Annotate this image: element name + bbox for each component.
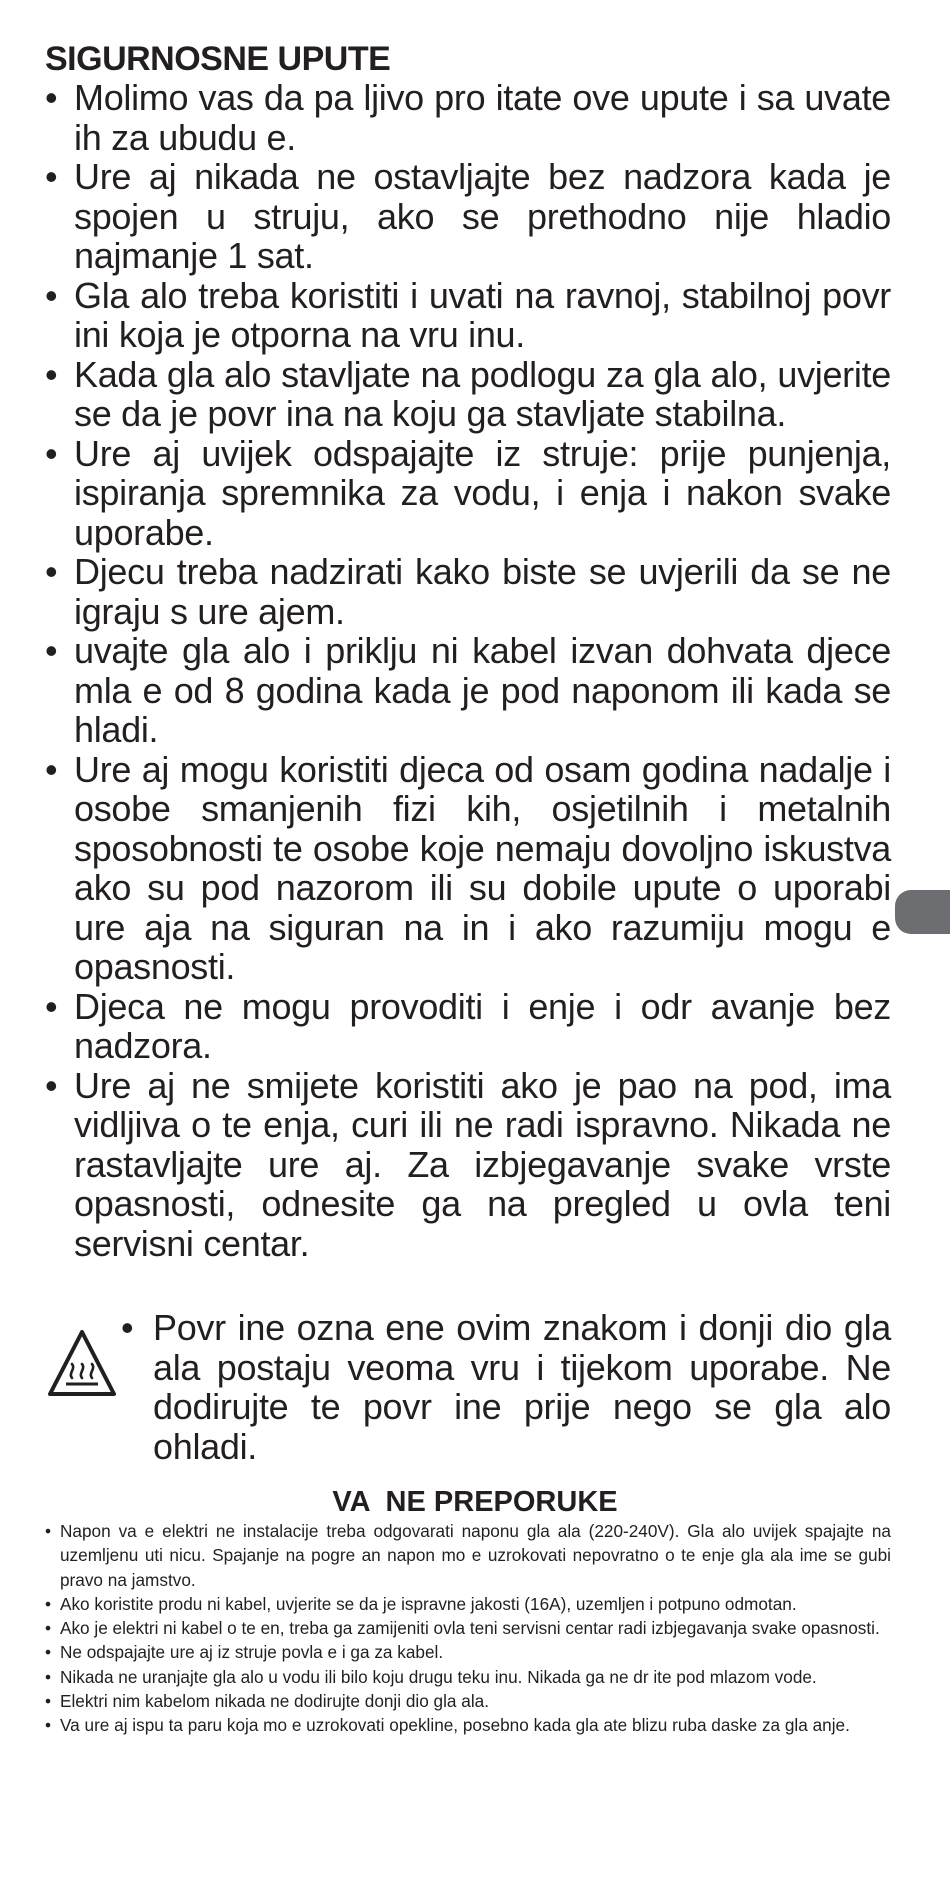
bullet-icon: •: [45, 1521, 52, 1541]
safety-instructions-list: [45, 78, 891, 1263]
safety-item: [45, 355, 891, 434]
bullet-icon: •: [45, 77, 58, 118]
safety-item: [45, 1066, 891, 1264]
bullet-icon: •: [45, 432, 58, 474]
recommendation-text: Napon va e elektri ne instalacije treba odgovarati naponu gla ala (220-240V). Gla alo uvijek spajajte na uzemljenu uti nicu. Spajanje na pogre an napon mo e uzrokovati nepovratno o te enje gla ala ime se gubi pravo na jamstvo.: [60, 1521, 891, 1590]
safety-item: [45, 552, 891, 631]
hot-surface-item: [121, 1308, 891, 1466]
bullet-icon: •: [45, 985, 58, 1027]
safety-item-text: Ure aj ne smijete koristiti ako je pao na pod, ima vidljiva o te enja, curi ili ne radi ispravno. Nikada ne rastavljajte ure aj. Za izbjegavanje svake vrste opasnosti, odnesite ga na pregled u ovla teni servisni centar.: [74, 1064, 891, 1264]
hot-surface-text: Povr ine ozna ene ovim znakom i donji dio gla ala postaju veoma vru i tijekom uporabe. Ne dodirujte te povr ine prije nego se gla alo ohladi.: [153, 1307, 891, 1467]
bullet-icon: •: [45, 1666, 52, 1687]
recommendation-text: Ne odspajajte ure aj iz struje povla e i ga za kabel.: [60, 1642, 444, 1663]
safety-item: [45, 78, 891, 157]
safety-item: [45, 750, 891, 987]
recommendation-item: [45, 1640, 891, 1664]
bullet-icon: •: [45, 156, 58, 197]
bullet-icon: •: [45, 630, 58, 671]
recommendation-item: [45, 1519, 891, 1592]
safety-item: [45, 157, 891, 276]
recommendation-text: Elektri nim kabelom nikada ne dodirujte donji dio gla ala.: [60, 1691, 489, 1712]
bullet-icon: •: [121, 1307, 134, 1348]
safety-item-text: Kada gla alo stavljate na podlogu za gla alo, uvjerite se da je povr ina na koju ga stavljate stabilna.: [74, 353, 891, 434]
safety-item-text: uvajte gla alo i priklju ni kabel izvan dohvata djece mla e od 8 godina kada je pod naponom ili kada se hladi.: [74, 630, 891, 750]
safety-item: [45, 276, 891, 355]
recommendation-item: [45, 1592, 891, 1616]
safety-item-text: Djeca ne mogu provoditi i enje i odr avanje bez nadzora.: [74, 985, 891, 1066]
bullet-icon: •: [45, 1618, 52, 1639]
recommendation-item: [45, 1616, 891, 1640]
bullet-icon: •: [45, 274, 58, 316]
bullet-icon: •: [45, 1691, 52, 1712]
bullet-icon: •: [45, 353, 58, 395]
recommendation-text: Ako je elektri ni kabel o te en, treba ga zamijeniti ovla teni servisni centar radi izbjegavanja svake opasnosti.: [60, 1618, 880, 1639]
recommendation-text: Nikada ne uranjajte gla alo u vodu ili bilo koju drugu teku inu. Nikada ga ne dr ite pod mlazom vode.: [60, 1666, 817, 1687]
safety-item: [45, 631, 891, 750]
safety-item: [45, 434, 891, 553]
recommendation-item: [45, 1665, 891, 1689]
hot-surface-warning-icon: [47, 1328, 117, 1400]
section-tab-marker: [895, 890, 950, 934]
hot-surface-warning: [45, 1308, 891, 1478]
safety-item-text: Ure aj mogu koristiti djeca od osam godina nadalje i osobe smanjenih fizi kih, osjetilnih i metalnih sposobnosti te osobe koje nemaju dovoljno iskustva ako su pod nazorom ili su dobile upute o uporabi ure aja na siguran na in i ako razumiju mogu e opasnosti.: [74, 748, 891, 987]
safety-item-text: Molimo vas da pa ljivo pro itate ove upute i sa uvate ih za ubudu e.: [74, 77, 891, 158]
recommendation-text: Ako koristite produ ni kabel, uvjerite se da je ispravne jakosti (16A), uzemljen i potpuno odmotan.: [60, 1593, 797, 1614]
bullet-icon: •: [45, 1064, 58, 1106]
safety-item-text: Ure aj nikada ne ostavljajte bez nadzora kada je spojen u struju, ako se prethodno nije hladio najmanje 1 sat.: [74, 156, 891, 276]
recommendation-item: [45, 1713, 891, 1737]
recommendations-title: VA NE PREPORUKE: [332, 1486, 618, 1518]
bullet-icon: •: [45, 1715, 52, 1736]
bullet-icon: •: [45, 551, 58, 592]
bullet-icon: •: [45, 1642, 52, 1663]
recommendation-item: [45, 1689, 891, 1713]
hot-surface-list: [121, 1308, 891, 1466]
safety-item-text: Djecu treba nadzirati kako biste se uvjerili da se ne igraju s ure ajem.: [74, 551, 891, 632]
recommendation-text: Va ure aj ispu ta paru koja mo e uzrokovati opekline, posebno kada gla ate blizu ruba daske za gla anje.: [60, 1715, 850, 1736]
bullet-icon: •: [45, 1593, 52, 1614]
bullet-icon: •: [45, 748, 58, 790]
recommendations-list: [45, 1519, 891, 1738]
page-title: SIGURNOSNE UPUTE: [45, 40, 391, 78]
safety-item-text: Gla alo treba koristiti i uvati na ravnoj, stabilnoj povr ini koja je otporna na vru inu.: [74, 274, 891, 355]
safety-item: [45, 987, 891, 1066]
safety-item-text: Ure aj uvijek odspajajte iz struje: prije punjenja, ispiranja spremnika za vodu, i enja i nakon svake uporabe.: [74, 432, 891, 553]
